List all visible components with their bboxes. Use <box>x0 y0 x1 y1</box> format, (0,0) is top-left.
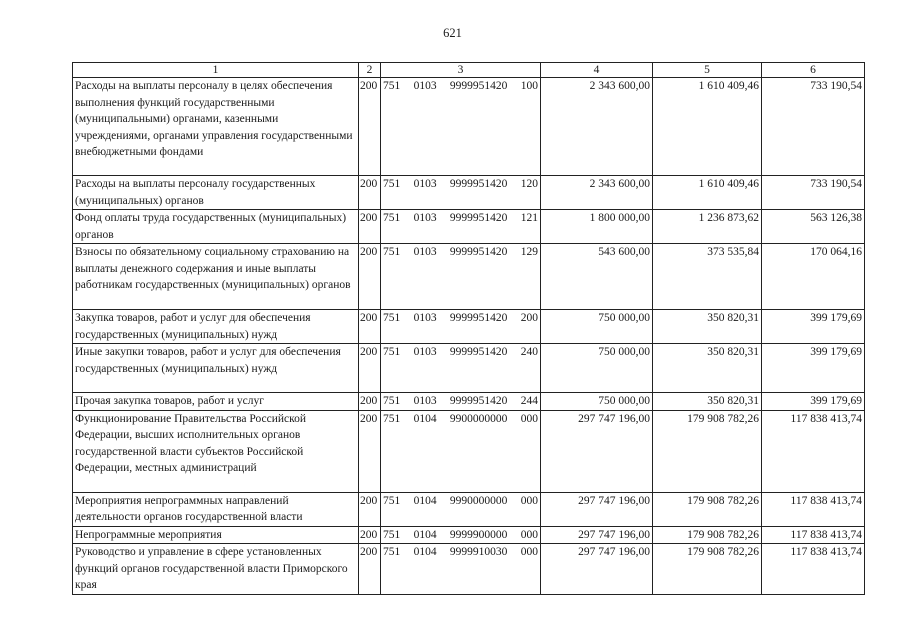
row-col4: 750 000,00 <box>541 393 653 411</box>
code-grbs: 751 <box>383 494 401 507</box>
row-col4: 2 343 600,00 <box>541 78 653 176</box>
table-header-row <box>73 63 865 78</box>
row-codes <box>381 526 541 544</box>
header-cell: 5 <box>653 63 762 78</box>
table-row <box>73 78 865 176</box>
row-col2: 200 <box>359 310 381 344</box>
row-codes <box>381 410 541 492</box>
code-rzpr: 0103 <box>413 346 437 358</box>
row-col5: 1 610 409,46 <box>653 78 762 176</box>
row-col2: 200 <box>359 410 381 492</box>
row-name: Руководство и управление в сфере установленных функций органов государственной власти Приморского края <box>73 544 359 595</box>
row-col4: 297 747 196,00 <box>541 410 653 492</box>
row-col2: 200 <box>359 176 381 210</box>
code-vr: 100 <box>520 80 538 92</box>
row-codes <box>381 310 541 344</box>
row-col5: 350 820,31 <box>653 310 762 344</box>
code-csr: 9999951420 <box>449 395 508 407</box>
code-grbs: 751 <box>383 80 401 92</box>
code-grbs: 751 <box>383 212 401 224</box>
code-rzpr: 0103 <box>413 80 437 92</box>
row-codes <box>381 544 541 595</box>
row-col2: 200 <box>359 544 381 595</box>
code-csr: 9990000000 <box>449 494 508 507</box>
row-col5: 373 535,84 <box>653 244 762 310</box>
page-number: 621 <box>443 26 462 40</box>
row-col5: 350 820,31 <box>653 393 762 411</box>
code-rzpr: 0104 <box>413 546 437 558</box>
code-grbs: 751 <box>383 346 401 358</box>
code-csr: 9999951420 <box>449 346 508 358</box>
row-col6: 117 838 413,74 <box>762 492 865 526</box>
table-row <box>73 244 865 310</box>
code-grbs: 751 <box>383 395 401 407</box>
row-name: Расходы на выплаты персоналу государственных (муниципальных) органов <box>73 176 359 210</box>
code-grbs: 751 <box>383 246 401 258</box>
code-vr: 000 <box>520 494 538 507</box>
code-vr: 000 <box>520 528 538 541</box>
row-col5: 179 908 782,26 <box>653 544 762 595</box>
header-cell: 1 <box>73 63 359 78</box>
code-vr: 120 <box>520 178 538 190</box>
code-rzpr: 0103 <box>413 246 437 258</box>
row-col4: 297 747 196,00 <box>541 526 653 544</box>
row-col4: 750 000,00 <box>541 344 653 393</box>
row-col6: 117 838 413,74 <box>762 544 865 595</box>
row-col5: 179 908 782,26 <box>653 526 762 544</box>
budget-table <box>72 62 865 595</box>
code-rzpr: 0103 <box>413 212 437 224</box>
code-grbs: 751 <box>383 312 401 324</box>
row-name: Прочая закупка товаров, работ и услуг <box>73 393 359 411</box>
row-codes <box>381 344 541 393</box>
code-grbs: 751 <box>383 178 401 190</box>
row-name: Взносы по обязательному социальному страхованию на выплаты денежного содержания и иные выплаты работникам государственных (муниципальных) органов <box>73 244 359 310</box>
code-vr: 000 <box>520 546 538 558</box>
code-rzpr: 0104 <box>413 412 437 425</box>
code-vr: 240 <box>520 346 538 358</box>
row-col6: 563 126,38 <box>762 210 865 244</box>
row-name: Закупка товаров, работ и услуг для обеспечения государственных (муниципальных) нужд <box>73 310 359 344</box>
row-col2: 200 <box>359 526 381 544</box>
code-rzpr: 0104 <box>413 528 437 541</box>
row-codes <box>381 492 541 526</box>
table-row <box>73 526 865 544</box>
code-rzpr: 0103 <box>413 312 437 324</box>
row-col5: 179 908 782,26 <box>653 492 762 526</box>
row-name: Расходы на выплаты персоналу в целях обеспечения выполнения функций государственными (муниципальными) органами, казенными учреждениями, органами управления государственными внебюджетными фондами <box>73 78 359 176</box>
code-csr: 9999951420 <box>449 212 508 224</box>
code-csr: 9900000000 <box>449 412 508 425</box>
code-vr: 200 <box>520 312 538 324</box>
row-col6: 399 179,69 <box>762 310 865 344</box>
table-row <box>73 210 865 244</box>
code-csr: 9999951420 <box>449 312 508 324</box>
code-vr: 129 <box>520 246 538 258</box>
code-vr: 121 <box>520 212 538 224</box>
row-col2: 200 <box>359 393 381 411</box>
row-col5: 179 908 782,26 <box>653 410 762 492</box>
code-rzpr: 0103 <box>413 178 437 190</box>
row-col4: 543 600,00 <box>541 244 653 310</box>
row-col6: 399 179,69 <box>762 393 865 411</box>
row-col2: 200 <box>359 78 381 176</box>
code-vr: 244 <box>520 395 538 407</box>
row-name: Мероприятия непрограммных направлений деятельности органов государственной власти <box>73 492 359 526</box>
row-col6: 399 179,69 <box>762 344 865 393</box>
table-row <box>73 393 865 411</box>
row-codes <box>381 78 541 176</box>
row-codes <box>381 244 541 310</box>
table-row <box>73 344 865 393</box>
code-rzpr: 0103 <box>413 395 437 407</box>
code-grbs: 751 <box>383 412 401 425</box>
row-codes <box>381 393 541 411</box>
header-cell: 3 <box>381 63 541 78</box>
row-codes <box>381 210 541 244</box>
row-col6: 170 064,16 <box>762 244 865 310</box>
row-col5: 1 610 409,46 <box>653 176 762 210</box>
row-codes <box>381 176 541 210</box>
row-col4: 297 747 196,00 <box>541 544 653 595</box>
table-row <box>73 544 865 595</box>
code-csr: 9999951420 <box>449 178 508 190</box>
header-cell: 4 <box>541 63 653 78</box>
row-col2: 200 <box>359 244 381 310</box>
row-name: Непрограммные мероприятия <box>73 526 359 544</box>
code-vr: 000 <box>520 412 538 425</box>
code-rzpr: 0104 <box>413 494 437 507</box>
row-name: Функционирование Правительства Российской Федерации, высших исполнительных органов государственной власти субъектов Российской Федерации, местных администраций <box>73 410 359 492</box>
row-col2: 200 <box>359 492 381 526</box>
table-row <box>73 410 865 492</box>
row-name: Фонд оплаты труда государственных (муниципальных) органов <box>73 210 359 244</box>
row-col4: 297 747 196,00 <box>541 492 653 526</box>
row-col6: 733 190,54 <box>762 78 865 176</box>
code-grbs: 751 <box>383 528 401 541</box>
table-row <box>73 492 865 526</box>
row-col4: 1 800 000,00 <box>541 210 653 244</box>
code-csr: 9999910030 <box>449 546 508 558</box>
header-cell: 2 <box>359 63 381 78</box>
table-row <box>73 310 865 344</box>
row-name: Иные закупки товаров, работ и услуг для обеспечения государственных (муниципальных) нужд <box>73 344 359 393</box>
code-csr: 9999900000 <box>449 528 508 541</box>
code-csr: 9999951420 <box>449 246 508 258</box>
row-col6: 117 838 413,74 <box>762 410 865 492</box>
row-col5: 350 820,31 <box>653 344 762 393</box>
code-csr: 9999951420 <box>449 80 508 92</box>
code-grbs: 751 <box>383 546 401 558</box>
row-col4: 750 000,00 <box>541 310 653 344</box>
row-col6: 117 838 413,74 <box>762 526 865 544</box>
row-col6: 733 190,54 <box>762 176 865 210</box>
row-col5: 1 236 873,62 <box>653 210 762 244</box>
row-col2: 200 <box>359 210 381 244</box>
row-col4: 2 343 600,00 <box>541 176 653 210</box>
table-row <box>73 176 865 210</box>
header-cell: 6 <box>762 63 865 78</box>
row-col2: 200 <box>359 344 381 393</box>
